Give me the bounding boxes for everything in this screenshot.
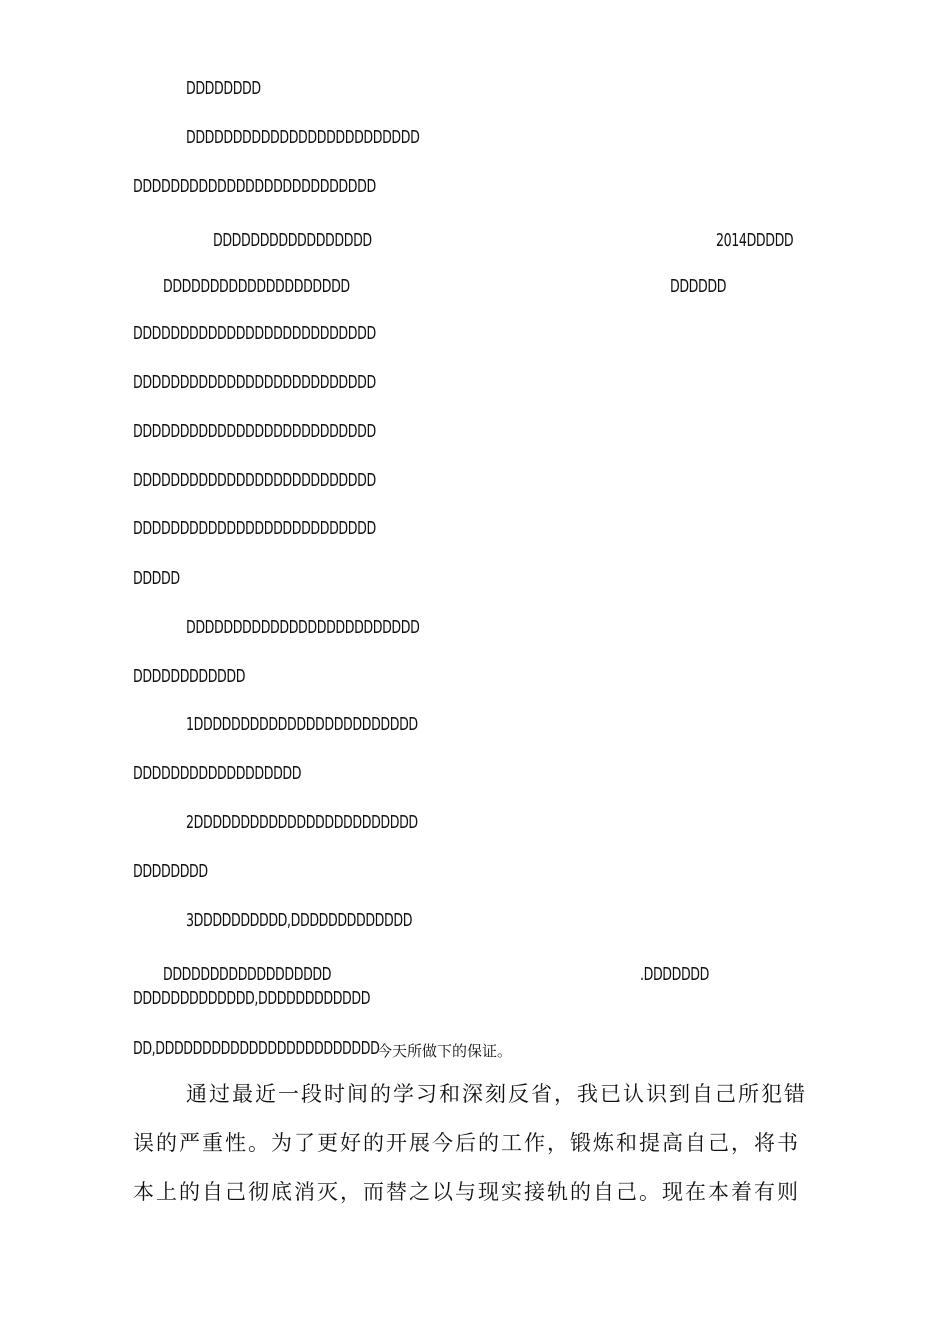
text-line-8: DDDDDDDDDDDDDDDDDDDDDDDDDD [133,421,376,442]
text-line-13: DDDDDDDDDDDD [133,666,246,687]
text-line-2: DDDDDDDDDDDDDDDDDDDDDDDDD [186,127,420,148]
text-line-12: DDDDDDDDDDDDDDDDDDDDDDDDD [186,617,420,638]
paragraph-line-3: 本上的自己彻底消灭，而替之以与现实接轨的自己。现在本着有则 [133,1180,800,1204]
text-line-21-chinese: 今天所做下的保证。 [377,1042,513,1060]
text-line-9: DDDDDDDDDDDDDDDDDDDDDDDDDD [133,470,376,491]
text-line-20: DDDDDDDDDDDDD,DDDDDDDDDDDD [133,988,371,1009]
text-line-4-date: 2014DDDDD [716,230,794,251]
text-line-11: DDDDD [133,568,180,589]
text-line-1: DDDDDDDD [186,78,261,99]
text-line-15: DDDDDDDDDDDDDDDDDD [133,763,302,784]
text-line-14: 1DDDDDDDDDDDDDDDDDDDDDDDD [186,714,418,735]
text-line-18: 3DDDDDDDDDD,DDDDDDDDDDDDD [186,910,413,931]
text-line-19-right: .DDDDDDD [640,964,709,985]
text-line-19-left: DDDDDDDDDDDDDDDDDD [163,964,332,985]
text-line-10: DDDDDDDDDDDDDDDDDDDDDDDDDD [133,518,376,539]
text-line-21: DD,DDDDDDDDDDDDDDDDDDDDDDDD [133,1038,380,1059]
paragraph-line-1: 通过最近一段时间的学习和深刻反省，我已认识到自己所犯错 [186,1082,807,1106]
text-line-6: DDDDDDDDDDDDDDDDDDDDDDDDDD [133,323,376,344]
text-line-16: 2DDDDDDDDDDDDDDDDDDDDDDDD [186,812,418,833]
paragraph-line-2: 误的严重性。为了更好的开展今后的工作，锻炼和提高自己，将书 [133,1131,800,1155]
text-line-7: DDDDDDDDDDDDDDDDDDDDDDDDDD [133,372,376,393]
text-line-17: DDDDDDDD [133,861,208,882]
text-line-4-left: DDDDDDDDDDDDDDDDD [213,230,372,251]
text-line-5-right: DDDDDD [670,276,727,297]
text-line-3: DDDDDDDDDDDDDDDDDDDDDDDDDD [133,176,376,197]
text-line-5-left: DDDDDDDDDDDDDDDDDDDD [163,276,350,297]
